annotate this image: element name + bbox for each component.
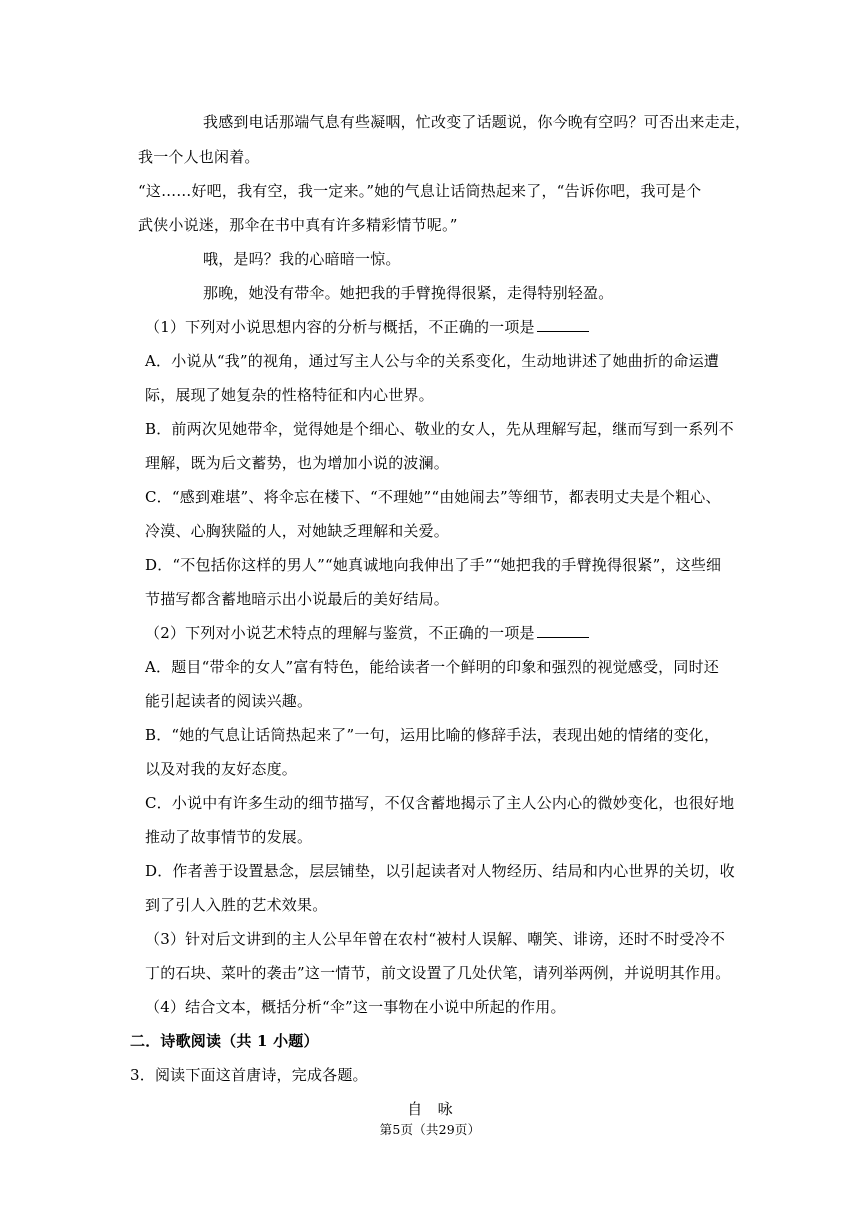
section-2-heading: 二．诗歌阅读（共 1 小题） <box>130 1032 319 1050</box>
answer-blank <box>537 623 589 638</box>
question-1-option-c-line-2: 冷漠、心胸狭隘的人，对她缺乏理解和关爱。 <box>145 522 450 540</box>
question-1-option-a-line-2: 际，展现了她复杂的性格特征和内心世界。 <box>145 386 434 404</box>
question-2-option-b-line-1: B．“她的气息让话筒热起来了”一句，运用比喻的修辞手法，表现出她的情绪的变化， <box>145 726 720 744</box>
story-paragraph-4: 那晚，她没有带伞。她把我的手臂挽得很紧，走得特别轻盈。 <box>203 284 614 302</box>
question-2-option-c-line-1: C．小说中有许多生动的细节描写，不仅含蓄地揭示了主人公内心的微妙变化，也很好地 <box>145 794 735 812</box>
question-2-option-d-line-1: D．作者善于设置悬念，层层铺垫，以引起读者对人物经历、结局和内心世界的关切，收 <box>145 862 735 880</box>
question-2-option-b-line-2: 以及对我的友好态度。 <box>145 760 298 778</box>
question-1-option-a-line-1: A．小说从“我”的视角，通过写主人公与伞的关系变化，生动地讲述了她曲折的命运遭 <box>145 352 719 370</box>
poem-title: 自 咏 <box>407 1100 453 1118</box>
question-1-option-d-line-2: 节描写都含蓄地暗示出小说最后的美好结局。 <box>145 590 450 608</box>
story-paragraph-3: 哦，是吗？我的心暗暗一惊。 <box>203 250 401 268</box>
question-3-intro: 3．阅读下面这首唐诗，完成各题。 <box>130 1066 368 1084</box>
question-2-option-a-line-1: A．题目“带伞的女人”富有特色，能给读者一个鲜明的印象和强烈的视觉感受，同时还 <box>145 658 719 676</box>
story-paragraph-1-line-1: 我感到电话那端气息有些凝咽，忙改变了话题说，你今晚有空吗？可否出来走走， <box>203 113 751 131</box>
answer-blank <box>537 317 589 332</box>
question-2-option-c-line-2: 推动了故事情节的发展。 <box>145 828 313 846</box>
page-footer: 第5页（共29页） <box>379 1122 481 1137</box>
question-1-option-b-line-1: B．前两次见她带伞，觉得她是个细心、敬业的女人，先从理解写起，继而写到一系列不 <box>145 420 734 438</box>
story-paragraph-2-line-1: “这……好吧，我有空，我一定来。”她的气息让话筒热起来了，“告诉你吧，我可是个 <box>138 182 702 200</box>
question-4: （4）结合文本，概括分析“伞”这一事物在小说中所起的作用。 <box>145 998 566 1016</box>
question-1-option-d-line-1: D．“不包括你这样的男人”“她真诚地向我伸出了手”“她把我的手臂挽得很紧”，这些细 <box>145 556 722 574</box>
question-3-line-1: （3）针对后文讲到的主人公早年曾在农村“被村人误解、嘲笑、诽谤，还时不时受冷不 <box>145 930 726 948</box>
story-paragraph-2-line-2: 武侠小说迷，那伞在书中真有许多精彩情节呢。” <box>138 216 458 234</box>
story-paragraph-1-line-2: 我一个人也闲着。 <box>138 148 260 166</box>
question-1-option-b-line-2: 理解，既为后文蓄势，也为增加小说的波澜。 <box>145 454 450 472</box>
question-2-stem-text: （2）下列对小说艺术特点的理解与鉴赏，不正确的一项是 <box>145 624 535 642</box>
question-2-stem <box>145 623 589 643</box>
question-1-stem <box>145 317 589 337</box>
question-1-stem-text: （1）下列对小说思想内容的分析与概括，不正确的一项是 <box>145 318 535 336</box>
question-2-option-d-line-2: 到了引人入胜的艺术效果。 <box>145 896 328 914</box>
question-3-line-2: 丁的石块、菜叶的袭击”这一情节，前文设置了几处伏笔，请列举两例，并说明其作用。 <box>145 964 731 982</box>
question-2-option-a-line-2: 能引起读者的阅读兴趣。 <box>145 692 313 710</box>
question-1-option-c-line-1: C．“感到难堪”、将伞忘在楼下、“不理她”“由她闹去”等细节，都表明丈夫是个粗心、 <box>145 488 721 506</box>
